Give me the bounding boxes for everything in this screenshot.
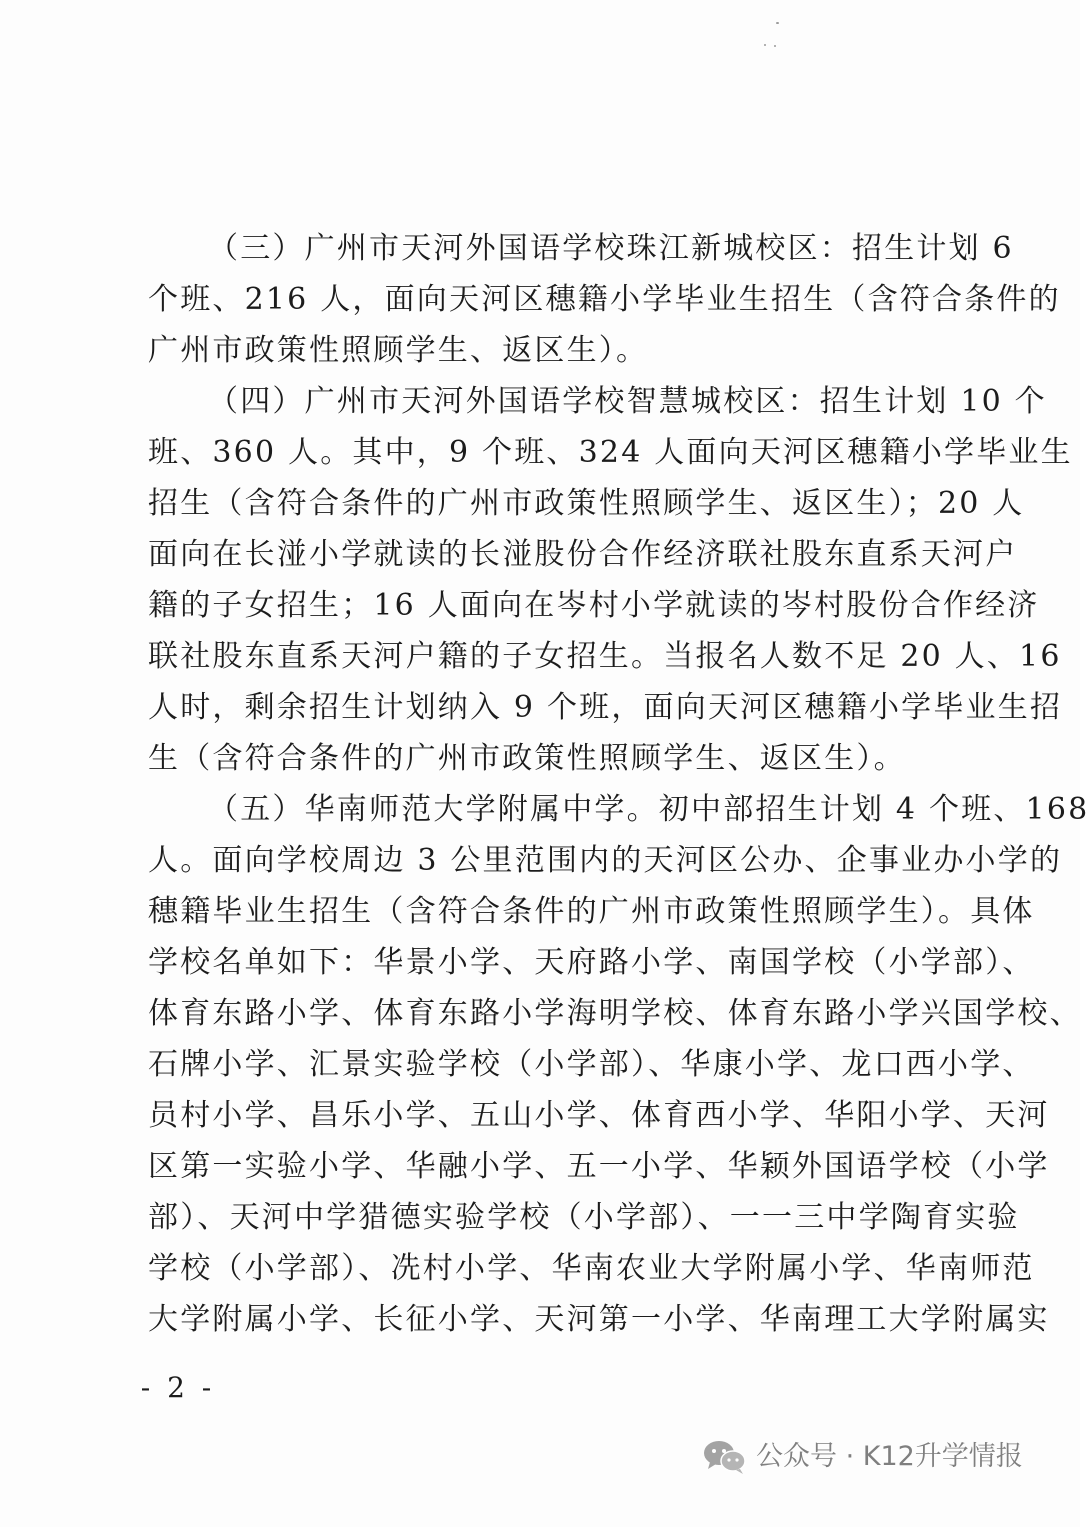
paragraph-line: 学校（小学部）、冼村小学、华南农业大学附属小学、华南师范	[148, 1251, 1035, 1286]
page-number: - 2 -	[140, 1371, 216, 1404]
paragraph-line: （四）广州市天河外国语学校智慧城校区：招生计划 10 个	[208, 384, 1047, 419]
paragraph-line: 籍的子女招生；16 人面向在岑村小学就读的岑村股份合作经济	[148, 588, 1040, 623]
paragraph-line: 区第一实验小学、华融小学、五一小学、华颖外国语学校（小学	[148, 1149, 1050, 1184]
paragraph-line: 联社股东直系天河户籍的子女招生。当报名人数不足 20 人、16	[148, 639, 1062, 674]
paragraph-line: 人。面向学校周边 3 公里范围内的天河区公办、企事业办小学的	[148, 843, 1063, 878]
paragraph-line: 广州市政策性照顾学生、返区生）。	[148, 333, 649, 368]
paragraph-line: （五）华南师范大学附属中学。初中部招生计划 4 个班、168	[208, 792, 1089, 827]
watermark	[702, 1432, 1062, 1482]
paragraph-line: （三）广州市天河外国语学校珠江新城校区：招生计划 6	[208, 231, 1014, 266]
paragraph-line: 生（含符合条件的广州市政策性照顾学生、返区生）。	[148, 741, 906, 776]
paragraph-line: 班、360 人。其中，9 个班、324 人面向天河区穗籍小学毕业生	[148, 435, 1073, 470]
paragraph-line: 面向在长湴小学就读的长湴股份合作经济联社股东直系天河户	[148, 537, 1018, 572]
scan-speck	[764, 44, 766, 46]
paragraph-line: 大学附属小学、长征小学、天河第一小学、华南理工大学附属实	[148, 1302, 1050, 1337]
wechat-icon	[702, 1438, 748, 1476]
watermark-text: 公众号 · K12升学情报	[756, 1441, 1023, 1472]
paragraph-line: 部）、天河中学猎德实验学校（小学部）、一一三中学陶育实验	[148, 1200, 1020, 1235]
paragraph-line: 人时，剩余招生计划纳入 9 个班，面向天河区穗籍小学毕业生招	[148, 690, 1063, 725]
scan-speck	[776, 22, 779, 24]
paragraph-line: 穗籍毕业生招生（含符合条件的广州市政策性照顾学生）。具体	[148, 894, 1035, 929]
paragraph-line: 石牌小学、汇景实验学校（小学部）、华康小学、龙口西小学、	[148, 1047, 1035, 1082]
paragraph-line: 学校名单如下：华景小学、天府路小学、南国学校（小学部）、	[148, 945, 1035, 980]
paragraph-line: 体育东路小学、体育东路小学海明学校、体育东路小学兴国学校、	[148, 996, 1082, 1031]
scan-speck	[774, 45, 776, 47]
paragraph-line: 员村小学、昌乐小学、五山小学、体育西小学、华阳小学、天河	[148, 1098, 1050, 1133]
paragraph-line: 招生（含符合条件的广州市政策性照顾学生、返区生）；20 人	[148, 486, 1025, 521]
paragraph-line: 个班、216 人，面向天河区穗籍小学毕业生招生（含符合条件的	[148, 282, 1061, 317]
